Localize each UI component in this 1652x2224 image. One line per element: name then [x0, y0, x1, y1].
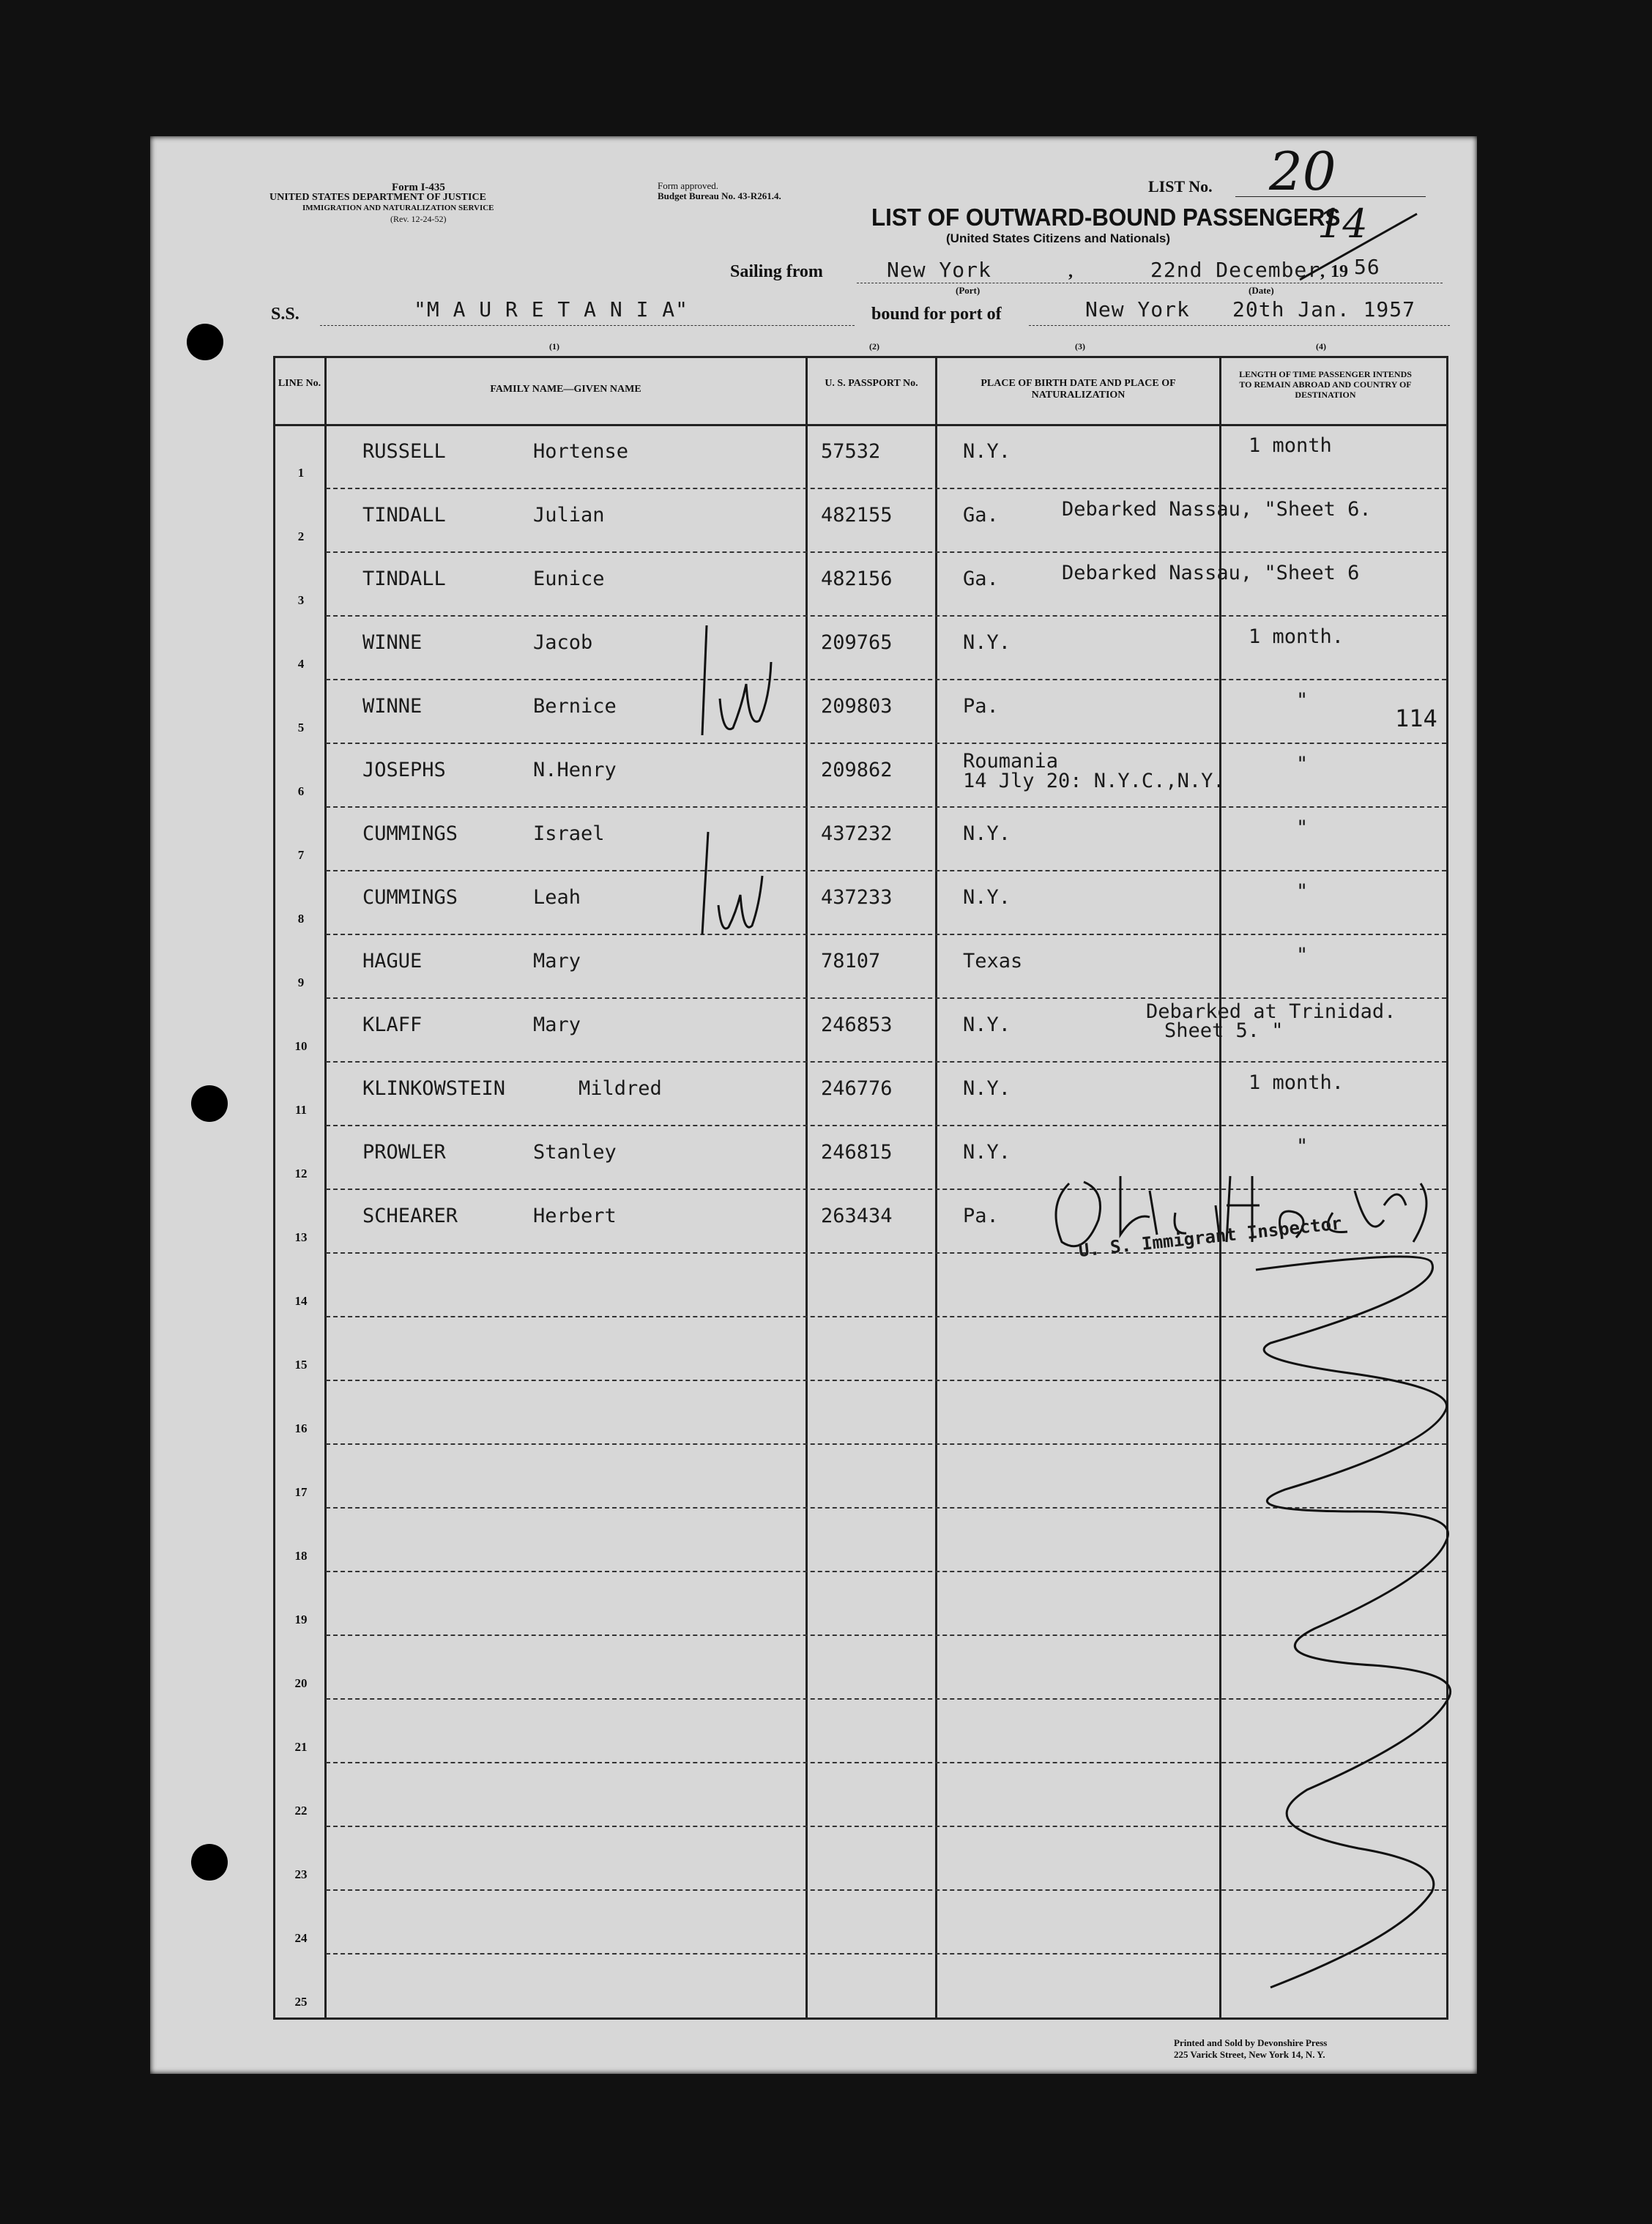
date-caption: (Date)	[1249, 285, 1274, 296]
family-name: SCHEARER	[362, 1205, 458, 1227]
place-of-birth: Ga.	[963, 504, 999, 527]
line-number: 5	[297, 721, 305, 734]
line-number: 9	[297, 975, 305, 989]
year-prefix: 19	[1331, 262, 1348, 281]
row-rule	[326, 1125, 1446, 1126]
place-of-birth: N.Y.	[963, 440, 1011, 463]
destination-stay: "	[1296, 944, 1309, 967]
check-mark-scribble	[692, 825, 773, 942]
given-name: Israel	[533, 822, 605, 845]
date-correction-mark	[1292, 207, 1424, 287]
destination-stay: "	[1296, 689, 1309, 712]
place-of-birth: Roumania	[963, 750, 1059, 773]
line-number: 22	[294, 1804, 308, 1818]
line-number: 3	[297, 593, 305, 607]
col-num-1: (1)	[549, 341, 559, 352]
given-name: Leah	[533, 886, 581, 909]
family-name: CUMMINGS	[362, 822, 458, 845]
row-rule	[326, 806, 1446, 808]
family-name: KLAFF	[362, 1014, 423, 1036]
destination-stay: "	[1296, 753, 1309, 776]
family-name: WINNE	[362, 695, 423, 718]
year: 56	[1354, 255, 1380, 279]
family-name: TINDALL	[362, 568, 446, 590]
col-num-4: (4)	[1316, 341, 1326, 352]
department: UNITED STATES DEPARTMENT OF JUSTICE	[269, 192, 486, 203]
destination-stay: 1 month.	[1249, 1071, 1344, 1094]
row-rule	[326, 679, 1446, 680]
given-name: N.Henry	[533, 759, 617, 781]
inspector-title: U. S. Immigrant Inspector	[1077, 1213, 1343, 1261]
destination-stay: Debarked Nassau, "Sheet 6	[1062, 562, 1360, 584]
header-stay: LENGTH OF TIME PASSENGER INTENDS TO REMAIN ABROAD AND COUNTRY OF DESTINATION	[1239, 369, 1412, 400]
naturalization: 14 Jly 20: N.Y.C.,N.Y.	[963, 770, 1225, 792]
family-name: WINNE	[362, 631, 423, 654]
passport-number: 209862	[821, 759, 893, 781]
given-name: Mary	[533, 950, 581, 972]
punch-hole	[191, 1085, 228, 1122]
budget-bureau: Budget Bureau No. 43-R261.4.	[658, 190, 781, 201]
row-rule	[326, 934, 1446, 935]
destination-stay-note: Sheet 5. "	[1164, 1019, 1284, 1042]
list-label: LIST No.	[1148, 177, 1213, 196]
header-name: FAMILY NAME—GIVEN NAME	[490, 384, 641, 395]
line-number: 1	[297, 466, 305, 480]
passport-number: 209803	[821, 695, 893, 718]
destination-stay: 1 month	[1249, 434, 1332, 457]
place-of-birth: N.Y.	[963, 1141, 1011, 1164]
family-name: RUSSELL	[362, 440, 446, 463]
passport-number: 246776	[821, 1077, 893, 1100]
line-number: 12	[294, 1167, 308, 1180]
place-of-birth: N.Y.	[963, 1014, 1011, 1036]
margin-number: 114	[1395, 704, 1437, 732]
bound-date: 20th Jan. 1957	[1232, 297, 1416, 321]
passport-number: 482155	[821, 504, 893, 527]
line-number: 24	[294, 1931, 308, 1945]
passport-number: 263434	[821, 1205, 893, 1227]
given-name: Bernice	[533, 695, 617, 718]
passport-number: 209765	[821, 631, 893, 654]
service: IMMIGRATION AND NATURALIZATION SERVICE	[302, 204, 494, 212]
given-name: Stanley	[533, 1141, 617, 1164]
passport-number: 246853	[821, 1014, 893, 1036]
destination-stay: Debarked Nassau, "Sheet 6.	[1062, 498, 1372, 521]
col-num-3: (3)	[1075, 341, 1085, 352]
passport-number: 78107	[821, 950, 881, 972]
row-rule	[326, 551, 1446, 553]
line-number: 20	[294, 1676, 308, 1690]
family-name: PROWLER	[362, 1141, 446, 1164]
row-rule	[326, 870, 1446, 871]
place-of-birth: Pa.	[963, 695, 999, 718]
line-number: 4	[297, 657, 305, 671]
page-subtitle: (United States Citizens and Nationals)	[946, 231, 1171, 245]
place-of-birth: N.Y.	[963, 886, 1011, 909]
punch-hole	[187, 324, 223, 360]
given-name: Julian	[533, 504, 605, 527]
passport-number: 437232	[821, 822, 893, 845]
given-name: Jacob	[533, 631, 593, 654]
header-line-no: LINE No.	[278, 378, 321, 389]
form-approved: Form approved.	[658, 180, 719, 191]
line-number: 11	[294, 1103, 308, 1117]
given-name: Hortense	[533, 440, 629, 463]
line-number: 25	[294, 1995, 308, 2009]
line-number: 15	[294, 1358, 308, 1372]
place-of-birth: Ga.	[963, 568, 999, 590]
port-caption: (Port)	[956, 285, 981, 296]
given-name: Mildred	[578, 1077, 662, 1100]
punch-hole	[191, 1844, 228, 1881]
destination-stay: Debarked at Trinidad.	[1146, 1000, 1396, 1023]
place-of-birth: N.Y.	[963, 631, 1011, 654]
bound-port: New York	[1085, 297, 1190, 321]
col-num-2: (2)	[869, 341, 879, 352]
form-number: Form I-435	[392, 182, 445, 193]
line-number: 18	[294, 1549, 308, 1563]
ship-name: "M A U R E T A N I A"	[414, 297, 689, 321]
row-rule	[326, 615, 1446, 617]
row-rule	[326, 997, 1446, 999]
closing-scribble	[1227, 1248, 1461, 2024]
revision: (Rev. 12-24-52)	[390, 214, 447, 224]
bound-label: bound for port of	[871, 305, 1002, 324]
line-number: 10	[294, 1039, 308, 1053]
row-rule	[326, 743, 1446, 744]
destination-stay: "	[1296, 880, 1309, 903]
document-page: Form I-435 UNITED STATES DEPARTMENT OF JUSTICE IMMIGRATION AND NATURALIZATION SERVICE (Rev. 12-24-52) Form approved. Budget Bureau No. 43-R261.4. LIST No. 20 LIST OF OUTWARD-BOUND PASSENGERS (United States Citizens and Nationals) Sailing from New York (Port) , 22nd December (Date) , 19 56 14 S.S. "M A U R E T A N I A" bound for port of New York 20th Jan. 1957 (1) (2) (3) (4) LINE No. FAMILY NAME—GIVEN NAME U. S. PASSPORT No. PLACE OF BIRTH DATE AND PLACE OF NATURALIZATION LENGTH OF TIME PASSENGER INTENDS TO REMAIN ABROAD AND COUNTRY OF DESTINATION 1 RUSSELL Hortense 57532 N.Y. 1 month 2 TINDALL Julian 482155 Ga. Debarked Nassau, "Sheet 6. 3 TINDALL Eunice 482156 Ga. Debarked Nassau, "Sheet 6 4 WINNE Jacob 209765 N.Y. 1 month. 5 WINNE Bernice 209803 Pa. " 6 JOSEPHS N.Henry 209862 Roumania 14 Jly 20: N.Y.C.,N.Y. " 7 CUMMINGS Israel 437232 N.Y. " 8 CUMMINGS Leah 437233 N.Y. " 9 HAGUE Mary 78107 Texas " 10 KLAFF Mary 246853 N.Y. Debarked at Trinidad. Sheet 5. " 11 KLINKOWSTEIN Mildred 246776 N.Y. 1 month. 12 PROWLER Stanley 246815 N.Y. " 13 SCHEARER Herbert 263434 Pa. 14 15 16 17 18 19 20 21 22 23 24 25 114 U. S. Immigrant Inspector Printed and Sold by Devonshire Press 225 Varick Street, New York 14, N. Y.	[150, 136, 1477, 2074]
row-rule	[326, 1061, 1446, 1063]
line-number: 21	[294, 1740, 308, 1754]
line-number: 19	[294, 1613, 308, 1626]
date-correction-handwritten: 14	[1317, 201, 1368, 247]
family-name: KLINKOWSTEIN	[362, 1077, 506, 1100]
place-of-birth: N.Y.	[963, 1077, 1011, 1100]
family-name: HAGUE	[362, 950, 423, 972]
place-of-birth: Texas	[963, 950, 1023, 972]
passport-number: 57532	[821, 440, 881, 463]
line-number: 23	[294, 1867, 308, 1881]
row-rule	[326, 488, 1446, 489]
page-title: LIST OF OUTWARD-BOUND PASSENGERS	[871, 204, 1341, 231]
check-mark-scribble	[698, 618, 778, 743]
line-number: 17	[294, 1485, 308, 1499]
sailing-port: New York	[887, 258, 991, 282]
passport-number: 482156	[821, 568, 893, 590]
family-name: CUMMINGS	[362, 886, 458, 909]
sailing-date: 22nd December	[1150, 258, 1321, 282]
header-passport: U. S. PASSPORT No.	[825, 378, 918, 389]
destination-stay: 1 month.	[1249, 625, 1344, 648]
destination-stay: "	[1296, 817, 1309, 839]
passport-number: 246815	[821, 1141, 893, 1164]
passport-number: 437233	[821, 886, 893, 909]
place-of-birth: N.Y.	[963, 822, 1011, 845]
line-number: 14	[294, 1294, 308, 1308]
given-name: Herbert	[533, 1205, 617, 1227]
place-of-birth: Pa.	[963, 1205, 999, 1227]
family-name: TINDALL	[362, 504, 446, 527]
printer-line-1: Printed and Sold by Devonshire Press	[1174, 2037, 1328, 2048]
given-name: Eunice	[533, 568, 605, 590]
line-number: 16	[294, 1421, 308, 1435]
line-number: 13	[294, 1230, 308, 1244]
line-number: 7	[297, 848, 305, 862]
given-name: Mary	[533, 1014, 581, 1036]
destination-stay: "	[1296, 1135, 1309, 1158]
list-number-handwritten: 20	[1269, 141, 1336, 202]
family-name: JOSEPHS	[362, 759, 446, 781]
line-number: 2	[297, 529, 305, 543]
header-birth: PLACE OF BIRTH DATE AND PLACE OF NATURALIZATION	[981, 378, 1176, 401]
line-number: 8	[297, 912, 305, 926]
line-number: 6	[297, 784, 305, 798]
printer-line-2: 225 Varick Street, New York 14, N. Y.	[1174, 2049, 1325, 2060]
ss-label: S.S.	[271, 305, 299, 324]
sailing-label: Sailing from	[730, 262, 823, 281]
